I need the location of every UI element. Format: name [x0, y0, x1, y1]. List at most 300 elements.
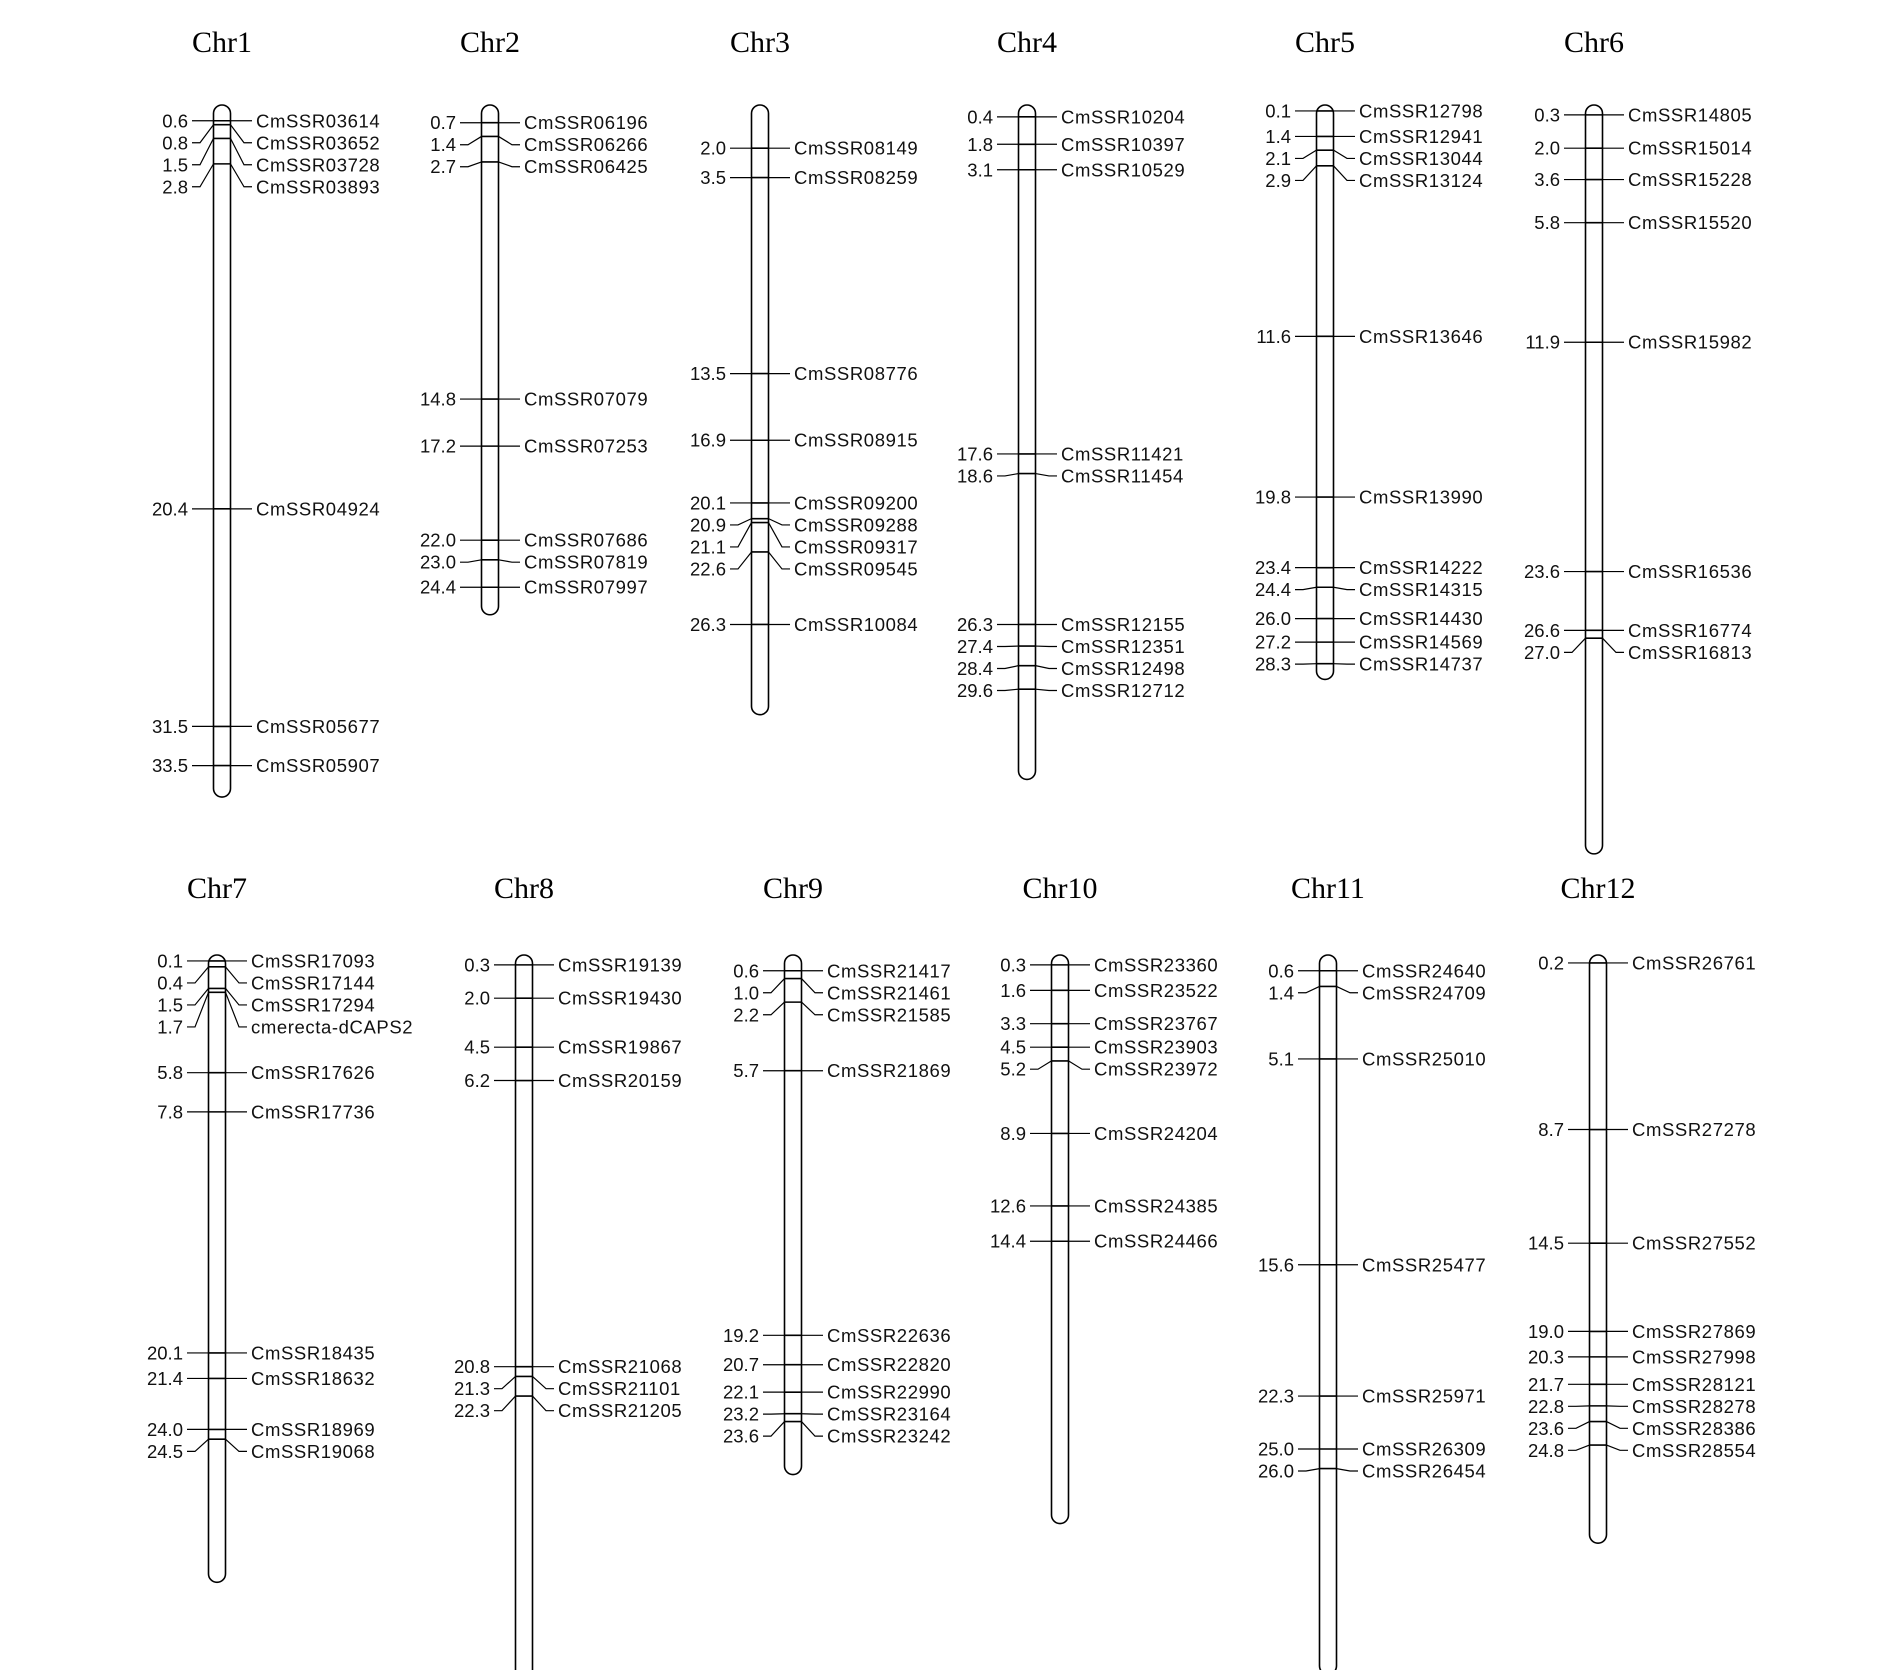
marker [147, 1439, 375, 1462]
marker [723, 1354, 951, 1375]
position-leader [187, 992, 209, 1027]
chromosome-body [1590, 955, 1607, 1543]
marker [147, 1342, 375, 1363]
marker-name: CmSSR11454 [1061, 465, 1184, 487]
position-leader [1295, 166, 1317, 181]
marker-leader [769, 519, 791, 525]
marker [1538, 952, 1756, 973]
marker [147, 1368, 375, 1389]
marker-name: CmSSR03652 [256, 132, 381, 154]
marker-name: CmSSR03614 [256, 110, 381, 132]
marker-name: CmSSR19430 [558, 987, 683, 1009]
position-leader [997, 666, 1019, 669]
marker [1256, 326, 1483, 347]
position-leader [997, 474, 1019, 476]
position-leader [730, 523, 752, 547]
marker-position: 19.2 [722, 1324, 759, 1346]
marker [420, 552, 648, 573]
marker-name: CmSSR26309 [1362, 1438, 1487, 1460]
marker-position: 2.2 [733, 1004, 759, 1026]
marker [152, 716, 380, 737]
marker-name: CmSSR23164 [827, 1403, 952, 1425]
marker-name: CmSSR26761 [1632, 952, 1757, 974]
marker-position: 20.4 [151, 498, 188, 520]
marker-leader [802, 1002, 824, 1015]
marker-name: CmSSR13044 [1359, 147, 1484, 169]
chromosome-chr11 [1258, 872, 1486, 1670]
chromosome-body [1052, 955, 1069, 1524]
marker [1528, 1418, 1756, 1439]
marker-name: CmSSR24204 [1094, 1122, 1219, 1144]
marker-name: CmSSR25010 [1362, 1048, 1487, 1070]
marker-name: CmSSR14315 [1359, 579, 1484, 601]
marker-name: CmSSR24385 [1094, 1195, 1219, 1217]
marker-name: CmSSR08149 [794, 137, 919, 159]
marker-leader [1036, 689, 1058, 690]
marker-name: CmSSR23767 [1094, 1013, 1219, 1035]
chromosome-chr6 [1524, 26, 1752, 854]
marker-leader [1337, 1469, 1359, 1471]
marker-name: CmSSR22990 [827, 1381, 952, 1403]
chromosome-body [1317, 105, 1334, 679]
marker-name: CmSSR21205 [558, 1400, 683, 1422]
marker-name: CmSSR16774 [1628, 619, 1753, 641]
marker-position: 26.0 [1254, 608, 1291, 630]
marker [464, 1070, 682, 1091]
marker-position: 24.8 [1527, 1439, 1564, 1461]
marker-position: 0.1 [157, 950, 183, 972]
marker-position: 0.3 [464, 954, 490, 976]
marker-name: CmSSR18632 [251, 1367, 376, 1389]
marker-name: CmSSR15014 [1628, 137, 1753, 159]
marker-position: 23.4 [1254, 557, 1291, 579]
marker [733, 1060, 951, 1081]
position-leader [1295, 587, 1317, 589]
marker-name: CmSSR05907 [256, 755, 381, 777]
marker-name: CmSSR20159 [558, 1070, 683, 1092]
marker-position: 23.0 [419, 551, 456, 573]
marker-position: 5.7 [733, 1060, 759, 1082]
marker [1255, 487, 1483, 508]
marker-name: CmSSR24466 [1094, 1230, 1219, 1252]
marker [1258, 1439, 1486, 1460]
marker [690, 514, 918, 535]
marker-position: 33.5 [151, 755, 188, 777]
marker-name: cmerecta-dCAPS2 [251, 1016, 414, 1038]
marker-name: CmSSR19068 [251, 1440, 376, 1462]
marker-position: 2.0 [464, 987, 490, 1009]
marker-name: CmSSR18435 [251, 1342, 376, 1364]
marker-name: CmSSR28121 [1632, 1373, 1757, 1395]
marker [1265, 166, 1483, 191]
position-leader [1568, 1422, 1590, 1429]
marker-position: 1.5 [162, 154, 188, 176]
marker-position: 26.6 [1523, 619, 1560, 641]
marker [1534, 169, 1752, 190]
marker-name: CmSSR04924 [256, 498, 381, 520]
marker [420, 577, 648, 598]
marker-position: 20.8 [453, 1356, 490, 1378]
marker-position: 26.3 [689, 613, 726, 635]
marker-name: CmSSR15228 [1628, 169, 1753, 191]
marker-name: CmSSR27869 [1632, 1320, 1757, 1342]
marker [957, 614, 1185, 635]
marker-position: 22.0 [419, 529, 456, 551]
marker-leader [802, 979, 824, 993]
marker [723, 1325, 951, 1346]
marker [1524, 561, 1752, 582]
marker-name: CmSSR25477 [1362, 1254, 1487, 1276]
marker-position: 22.6 [689, 558, 726, 580]
marker-position: 2.1 [1265, 147, 1291, 169]
marker-leader [226, 988, 248, 1005]
marker-name: CmSSR10529 [1061, 159, 1186, 181]
marker-name: CmSSR10397 [1061, 133, 1186, 155]
chromosome-title: Chr7 [187, 872, 247, 905]
chromosome-body [516, 955, 533, 1670]
marker-name: CmSSR17294 [251, 994, 376, 1016]
marker-position: 3.5 [700, 167, 726, 189]
marker-name: CmSSR17626 [251, 1062, 376, 1084]
marker [700, 167, 918, 188]
marker-name: CmSSR07819 [524, 551, 649, 573]
marker [1528, 1346, 1756, 1367]
marker [1525, 332, 1752, 353]
marker [430, 134, 648, 155]
marker-position: 20.1 [146, 1342, 183, 1364]
marker-name: CmSSR12351 [1061, 635, 1186, 657]
marker [957, 680, 1185, 701]
chromosome-title: Chr3 [730, 26, 790, 59]
chromosome-chr9 [723, 872, 951, 1475]
marker-leader [499, 162, 521, 167]
position-leader [763, 1422, 785, 1437]
marker-leader [533, 1396, 555, 1411]
marker-name: CmSSR27552 [1632, 1232, 1757, 1254]
marker-position: 12.6 [989, 1195, 1026, 1217]
marker [420, 436, 648, 457]
marker-name: CmSSR08259 [794, 167, 919, 189]
marker [1524, 620, 1752, 641]
position-leader [187, 988, 209, 1005]
marker-position: 23.2 [722, 1403, 759, 1425]
marker-name: CmSSR14805 [1628, 104, 1753, 126]
marker-position: 0.6 [162, 110, 188, 132]
marker-position: 0.1 [1265, 100, 1291, 122]
marker-position: 25.0 [1257, 1438, 1294, 1460]
marker-position: 20.1 [689, 492, 726, 514]
position-leader [187, 967, 209, 983]
marker-position: 22.8 [1527, 1395, 1564, 1417]
marker-position: 21.1 [689, 536, 726, 558]
marker-position: 0.4 [967, 106, 993, 128]
marker-position: 16.9 [689, 429, 726, 451]
marker-position: 22.3 [1257, 1385, 1294, 1407]
marker-name: CmSSR14222 [1359, 557, 1484, 579]
marker [690, 614, 918, 635]
marker-position: 13.5 [689, 363, 726, 385]
chromosome-body [209, 955, 226, 1582]
marker [957, 465, 1184, 486]
chromosome-chr2 [420, 26, 648, 615]
marker-position: 2.9 [1265, 169, 1291, 191]
marker-position: 22.3 [453, 1400, 490, 1422]
marker-name: CmSSR07253 [524, 435, 649, 457]
chromosome-chr12 [1528, 872, 1756, 1543]
marker [152, 498, 380, 519]
marker-name: CmSSR10204 [1061, 106, 1186, 128]
marker [957, 636, 1185, 657]
marker-name: CmSSR17736 [251, 1101, 376, 1123]
position-leader [1298, 986, 1320, 992]
marker-leader [226, 992, 248, 1027]
position-leader [763, 979, 785, 993]
chromosome-body [785, 955, 802, 1475]
marker-leader [769, 523, 791, 547]
marker [723, 1422, 951, 1447]
marker-name: CmSSR23903 [1094, 1036, 1219, 1058]
marker-name: CmSSR17093 [251, 950, 376, 972]
marker-leader [533, 1376, 555, 1388]
marker-position: 23.6 [1523, 561, 1560, 583]
marker-position: 23.6 [1527, 1417, 1564, 1439]
marker-position: 0.3 [1000, 954, 1026, 976]
marker-position: 2.8 [162, 176, 188, 198]
marker-position: 23.6 [722, 1425, 759, 1447]
marker-position: 14.4 [989, 1230, 1026, 1252]
marker-position: 0.8 [162, 132, 188, 154]
marker [430, 156, 648, 177]
marker [1000, 954, 1218, 975]
marker-position: 5.8 [157, 1062, 183, 1084]
marker [1528, 1321, 1756, 1342]
marker-position: 21.7 [1527, 1373, 1564, 1395]
marker-position: 11.9 [1525, 331, 1560, 353]
marker-leader [1334, 587, 1356, 589]
marker [1258, 1254, 1486, 1275]
marker-name: CmSSR25971 [1362, 1385, 1487, 1407]
marker-name: CmSSR17144 [251, 972, 376, 994]
marker-position: 1.0 [733, 982, 759, 1004]
marker-name: CmSSR22820 [827, 1354, 952, 1376]
marker-position: 21.3 [453, 1378, 490, 1400]
chromosome-title: Chr10 [1022, 872, 1098, 905]
marker-name: CmSSR03893 [256, 176, 381, 198]
position-leader [187, 1439, 209, 1451]
marker-position: 0.2 [1538, 952, 1564, 974]
marker [1255, 608, 1483, 629]
marker [157, 1062, 375, 1083]
marker-name: CmSSR28386 [1632, 1417, 1757, 1439]
marker [690, 430, 918, 451]
marker-leader [1036, 474, 1058, 476]
marker [700, 138, 918, 159]
marker-name: CmSSR12798 [1359, 100, 1484, 122]
marker-position: 20.9 [689, 514, 726, 536]
marker [967, 106, 1185, 127]
marker-name: CmSSR18969 [251, 1418, 376, 1440]
marker-leader [1334, 150, 1356, 158]
marker-name: CmSSR21585 [827, 1004, 952, 1026]
marker-position: 0.3 [1534, 104, 1560, 126]
marker-position: 11.6 [1256, 325, 1291, 347]
position-leader [763, 1002, 785, 1015]
position-leader [730, 519, 752, 525]
marker-name: CmSSR23522 [1094, 979, 1219, 1001]
marker-position: 27.4 [956, 635, 993, 657]
marker-name: CmSSR23972 [1094, 1058, 1219, 1080]
chromosome-chr5 [1255, 26, 1483, 679]
marker [157, 950, 375, 971]
position-leader [730, 552, 752, 569]
marker-position: 24.5 [146, 1440, 183, 1462]
marker-name: CmSSR06425 [524, 156, 649, 178]
position-leader [192, 125, 214, 143]
chromosome-title: Chr1 [192, 26, 252, 59]
marker [1000, 980, 1218, 1001]
marker [1255, 579, 1483, 600]
marker-position: 5.2 [1000, 1058, 1026, 1080]
marker-name: CmSSR21417 [827, 960, 952, 982]
chromosome-chr4 [957, 26, 1185, 779]
marker-name: CmSSR19867 [558, 1036, 683, 1058]
position-leader [460, 162, 482, 167]
marker [1268, 1048, 1486, 1069]
position-leader [1295, 150, 1317, 158]
marker-position: 5.1 [1268, 1048, 1294, 1070]
marker-position: 28.4 [956, 657, 993, 679]
marker-name: CmSSR06196 [524, 112, 649, 134]
marker-position: 1.4 [1265, 125, 1291, 147]
chromosome-chr8 [454, 872, 682, 1670]
chromosome-body [1320, 955, 1337, 1670]
marker-position: 3.6 [1534, 169, 1560, 191]
marker [1268, 960, 1486, 981]
marker [1538, 1119, 1756, 1140]
marker [454, 1356, 682, 1377]
marker-position: 0.6 [733, 960, 759, 982]
chromosome-body [482, 105, 499, 615]
marker-position: 1.7 [157, 1016, 183, 1038]
marker-leader [1334, 166, 1356, 181]
marker-name: CmSSR08776 [794, 363, 919, 385]
chromosome-title: Chr8 [494, 872, 554, 905]
marker-position: 31.5 [151, 715, 188, 737]
marker-name: CmSSR15520 [1628, 212, 1753, 234]
marker-leader [769, 552, 791, 569]
position-leader [1030, 1061, 1052, 1069]
marker-position: 2.0 [700, 137, 726, 159]
marker [1528, 1440, 1756, 1461]
marker-position: 20.3 [1527, 1346, 1564, 1368]
position-leader [1564, 638, 1586, 652]
marker-name: CmSSR15982 [1628, 331, 1753, 353]
marker-position: 17.6 [956, 443, 993, 465]
chromosome-body [752, 105, 769, 715]
marker-name: CmSSR28554 [1632, 1439, 1757, 1461]
marker [690, 492, 918, 513]
marker [454, 1376, 681, 1399]
marker [1528, 1233, 1756, 1254]
marker-position: 28.3 [1254, 653, 1291, 675]
marker [957, 443, 1184, 464]
marker-name: CmSSR21869 [827, 1060, 952, 1082]
marker-leader [231, 164, 253, 187]
marker [1255, 654, 1483, 675]
marker [454, 1396, 682, 1421]
marker-name: CmSSR23242 [827, 1425, 952, 1447]
marker [147, 1419, 375, 1440]
position-leader [494, 1396, 516, 1411]
marker-name: CmSSR19139 [558, 954, 683, 976]
marker-position: 24.4 [1254, 579, 1291, 601]
position-leader [997, 689, 1019, 690]
marker [723, 1404, 951, 1425]
marker-name: CmSSR10084 [794, 613, 919, 635]
marker-position: 1.8 [967, 133, 993, 155]
marker [1268, 982, 1486, 1003]
marker-leader [1036, 666, 1058, 669]
chromosome-title: Chr12 [1560, 872, 1636, 905]
marker-position: 19.8 [1254, 486, 1291, 508]
marker-position: 22.1 [722, 1381, 759, 1403]
position-leader [494, 1376, 516, 1388]
chromosome-chr10 [990, 872, 1218, 1524]
marker [957, 658, 1185, 679]
marker [1255, 557, 1483, 578]
marker-position: 0.6 [1268, 960, 1294, 982]
marker-position: 0.7 [430, 112, 456, 134]
chromosome-title: Chr6 [1564, 26, 1624, 59]
marker-leader [1069, 1061, 1091, 1069]
marker [733, 1002, 951, 1025]
marker [1258, 1386, 1486, 1407]
marker [1534, 212, 1752, 233]
marker-name: CmSSR22636 [827, 1324, 952, 1346]
marker-name: CmSSR21461 [827, 982, 952, 1004]
marker-name: CmSSR13990 [1359, 486, 1484, 508]
marker-name: CmSSR14430 [1359, 608, 1484, 630]
marker-leader [802, 1422, 824, 1437]
marker-name: CmSSR09200 [794, 492, 919, 514]
marker-name: CmSSR24709 [1362, 982, 1487, 1004]
marker [1000, 1059, 1218, 1080]
position-leader [1568, 1445, 1590, 1450]
marker [967, 159, 1185, 180]
marker-name: CmSSR12712 [1061, 679, 1186, 701]
marker-name: CmSSR16813 [1628, 641, 1753, 663]
marker-name: CmSSR11421 [1061, 443, 1184, 465]
marker-name: CmSSR21068 [558, 1356, 683, 1378]
marker-position: 4.5 [1000, 1036, 1026, 1058]
marker-name: CmSSR09288 [794, 514, 919, 536]
marker [464, 1037, 682, 1058]
marker-position: 3.1 [967, 159, 993, 181]
marker-name: CmSSR07686 [524, 529, 649, 551]
marker-name: CmSSR26454 [1362, 1460, 1487, 1482]
marker-position: 5.8 [1534, 212, 1560, 234]
chromosome-title: Chr2 [460, 26, 520, 59]
marker-position: 17.2 [419, 435, 456, 457]
marker-name: CmSSR27278 [1632, 1119, 1757, 1141]
chromosome-title: Chr5 [1295, 26, 1355, 59]
marker [1265, 148, 1483, 169]
marker-name: CmSSR12155 [1061, 613, 1186, 635]
chromosome-chr3 [690, 26, 918, 715]
marker-position: 4.5 [464, 1036, 490, 1058]
marker-leader [226, 1439, 248, 1451]
marker-name: CmSSR09545 [794, 558, 919, 580]
